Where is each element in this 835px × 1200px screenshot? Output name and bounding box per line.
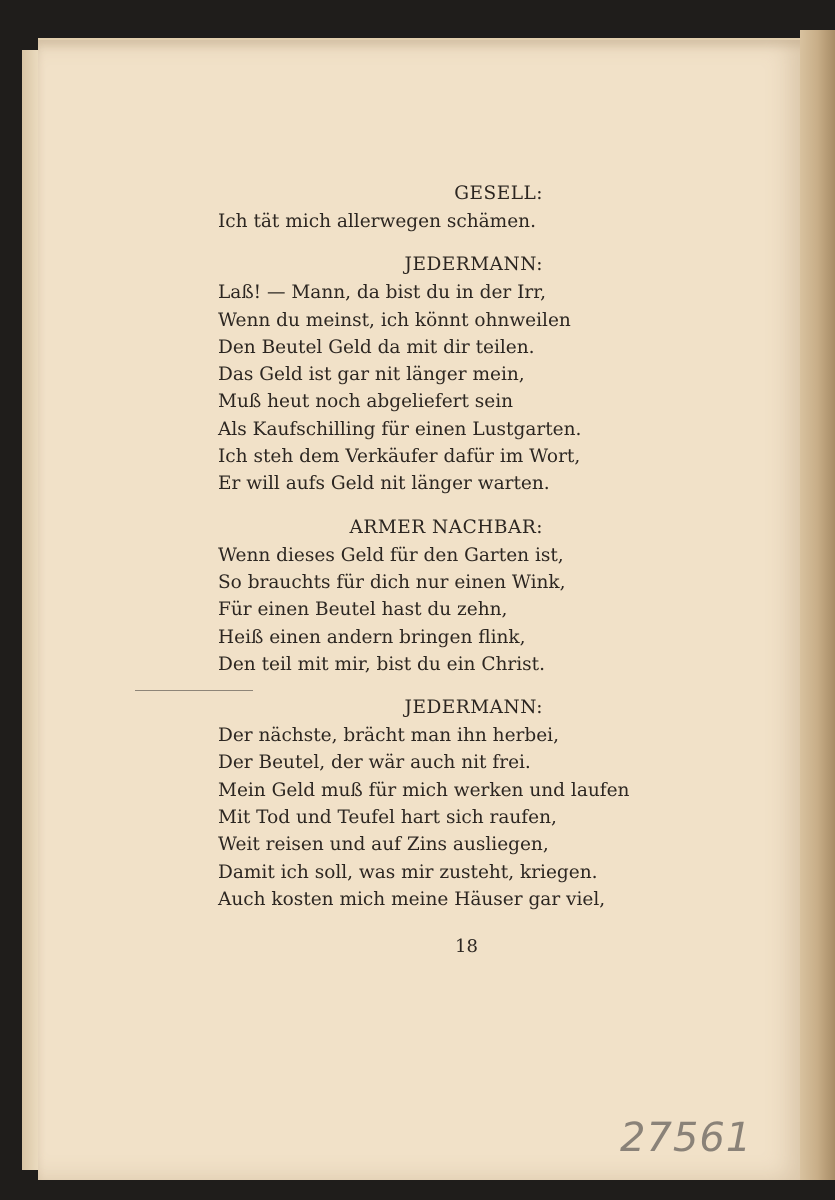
verse-line: Ich tät mich allerwegen schämen. — [218, 211, 536, 232]
speaker-name: JEDERMANN: — [404, 697, 543, 719]
speaker-block — [218, 694, 658, 913]
page-edge — [800, 30, 835, 1180]
verse-line: Das Geld ist gar nit länger mein, — [218, 364, 525, 386]
verse-line: Er will aufs Geld nit länger warten. — [218, 473, 550, 495]
page-number: 18 — [455, 936, 478, 957]
verse-line: Der Beutel, der wär auch nit frei. — [218, 752, 531, 774]
verse-line: Den Beutel Geld da mit dir teilen. — [218, 336, 535, 358]
verse-line: Ich steh dem Verkäufer dafür im Wort, — [218, 446, 581, 468]
verse-line: Weit reisen und auf Zins ausliegen, — [218, 834, 549, 856]
verse-line: Den teil mit mir, bist du ein Christ. — [218, 653, 545, 675]
verse-line: Damit ich soll, was mir zusteht, kriegen. — [218, 861, 598, 883]
pencil-inventory-mark: 27561 — [620, 1115, 753, 1161]
verse-line: Mit Tod und Teufel hart sich raufen, — [218, 807, 557, 829]
verse-line: Auch kosten mich meine Häuser gar viel, — [218, 888, 606, 910]
verse-line: Mein Geld muß für mich werken und laufen — [218, 779, 630, 801]
verse-line: Für einen Beutel hast du zehn, — [218, 599, 508, 621]
speaker-name: GESELL: — [454, 183, 543, 204]
speaker-name: ARMER NACHBAR: — [349, 516, 543, 538]
verse-line: Muß heut noch abgeliefert sein — [218, 391, 514, 413]
verse-line: Wenn dieses Geld für den Garten ist, — [218, 544, 564, 566]
verse-line: Wenn du meinst, ich könnt ohnweilen — [218, 309, 571, 331]
verse-line: Der nächste, brächt man ihn herbei, — [218, 725, 559, 747]
verse-text — [218, 180, 658, 913]
verse-line: Laß! — Mann, da bist du in der Irr, — [218, 282, 546, 304]
speaker-name: JEDERMANN: — [404, 254, 543, 276]
speaker-block — [218, 180, 658, 235]
speaker-block — [218, 251, 658, 497]
verse-line: Heiß einen andern bringen flink, — [218, 626, 526, 648]
speaker-block — [218, 514, 658, 678]
verse-line: So brauchts für dich nur einen Wink, — [218, 571, 566, 593]
verse-line: Als Kaufschilling für einen Lustgarten. — [218, 418, 582, 440]
